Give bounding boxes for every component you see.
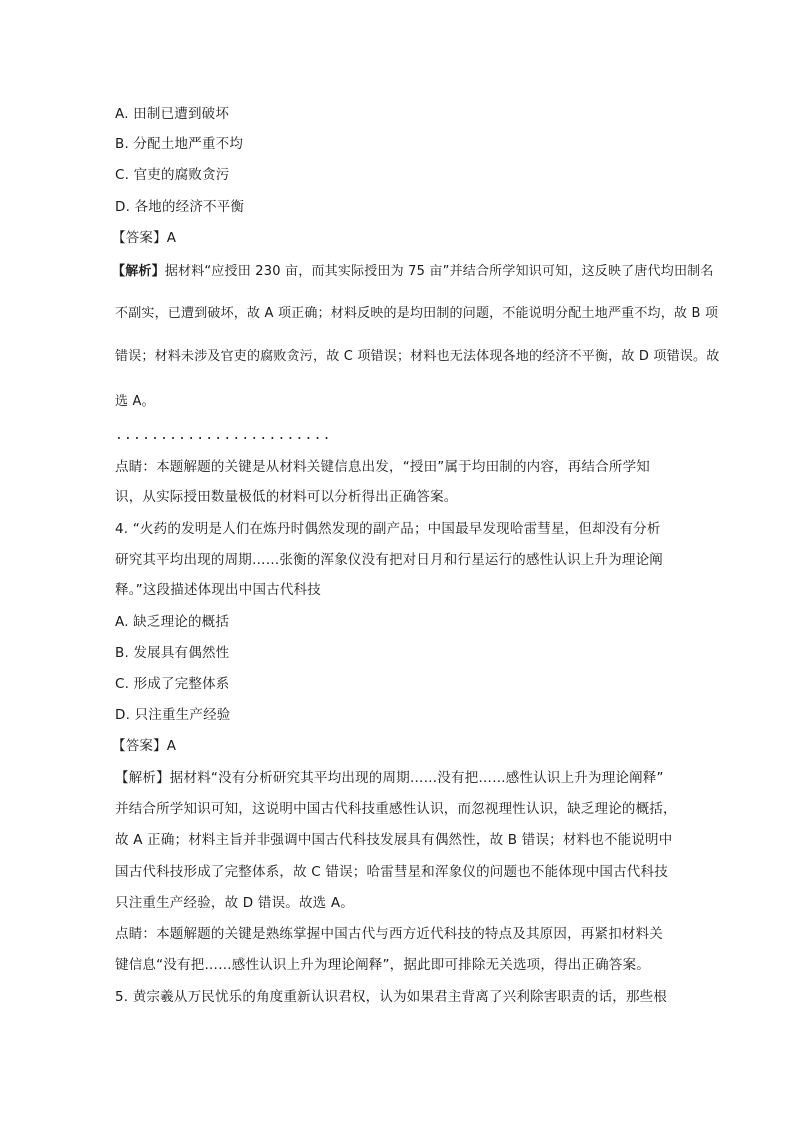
q3-answer: 【答案】A [112, 230, 177, 246]
q3-analysis-tag: 【解析】 [112, 264, 165, 279]
q3-analysis-line-1 [112, 262, 714, 282]
q4-option-c: C. 形成了完整体系 [115, 676, 230, 692]
q4-stem-line-2: 研究其平均出现的周期……张衡的浑象仪没有把对日月和行星运行的感性认识上升为理论阐 [115, 552, 663, 568]
q4-option-a: A. 缺乏理论的概括 [115, 614, 230, 630]
q3-option-a: A. 田制已遭到破坏 [115, 106, 230, 122]
q3-tip-line-2: 识，从实际授田数量极低的材料可以分析得出正确答案。 [115, 489, 458, 505]
q3-analysis-text-1: 据材料“应授田 230 亩，而其实际授田为 75 亩”并结合所学知识可知，这反映了唐代均田制名 [164, 264, 714, 279]
q5-stem-line-1: 5. 黄宗羲从万民忧乐的角度重新认识君权，认为如果君主背离了兴利除害职责的话，那些根 [115, 989, 668, 1005]
q4-option-d: D. 只注重生产经验 [115, 707, 231, 723]
q3-option-b: B. 分配土地严重不均 [115, 136, 244, 152]
q3-option-c: C. 官吏的腐败贪污 [115, 167, 230, 183]
q3-analysis-line-4: 选 A。 [115, 394, 155, 409]
q3-analysis-line-3: 错误；材料未涉及官吏的腐败贪污，故 C 项错误；材料也无法体现各地的经济不平衡，故 D 项错误。故 [115, 349, 720, 364]
q4-stem-line-3: 释。”这段描述体现出中国古代科技 [115, 582, 321, 598]
q4-analysis-line-1: 【解析】据材料“没有分析研究其平均出现的周期……没有把……感性认识上升为理论阐释” [115, 770, 664, 786]
separator-dots: ........................ [115, 428, 332, 443]
q3-analysis-line-2: 不副实，已遭到破坏，故 A 项正确；材料反映的是均田制的问题，不能说明分配土地严重不均，故 B 项 [115, 306, 719, 321]
q3-tip-line-1: 点睛：本题解题的关键是从材料关键信息出发，“授田”属于均田制的内容，再结合所学知 [115, 459, 650, 475]
q4-analysis-line-5: 只注重生产经验，故 D 错误。故选 A。 [115, 895, 355, 911]
q4-answer: 【答案】A [112, 738, 177, 754]
q4-analysis-line-3: 故 A 正确；材料主旨并非强调中国古代科技发展具有偶然性，故 B 错误；材料也不能说明中 [115, 832, 673, 848]
q4-stem-line-1: 4. “火药的发明是人们在炼丹时偶然发现的副产品；中国最早发现哈雷彗星，但却没有分析 [115, 521, 661, 537]
q4-option-b: B. 发展具有偶然性 [115, 645, 230, 661]
q4-analysis-line-2: 并结合所学知识可知，这说明中国古代科技重感性认识，而忽视理性认识，缺乏理论的概括， [115, 801, 677, 817]
q4-analysis-line-4: 国古代科技形成了完整体系，故 C 错误；哈雷彗星和浑象仪的问题也不能体现中国古代科技 [115, 864, 668, 880]
q4-tip-line-1: 点睛：本题解题的关键是熟练掌握中国古代与西方近代科技的特点及其原因，再紧扣材料关 [115, 926, 663, 942]
q3-option-d: D. 各地的经济不平衡 [115, 199, 245, 215]
q4-tip-line-2: 键信息“没有把……感性认识上升为理论阐释”，据此即可排除无关选项，得出正确答案。 [115, 957, 650, 973]
